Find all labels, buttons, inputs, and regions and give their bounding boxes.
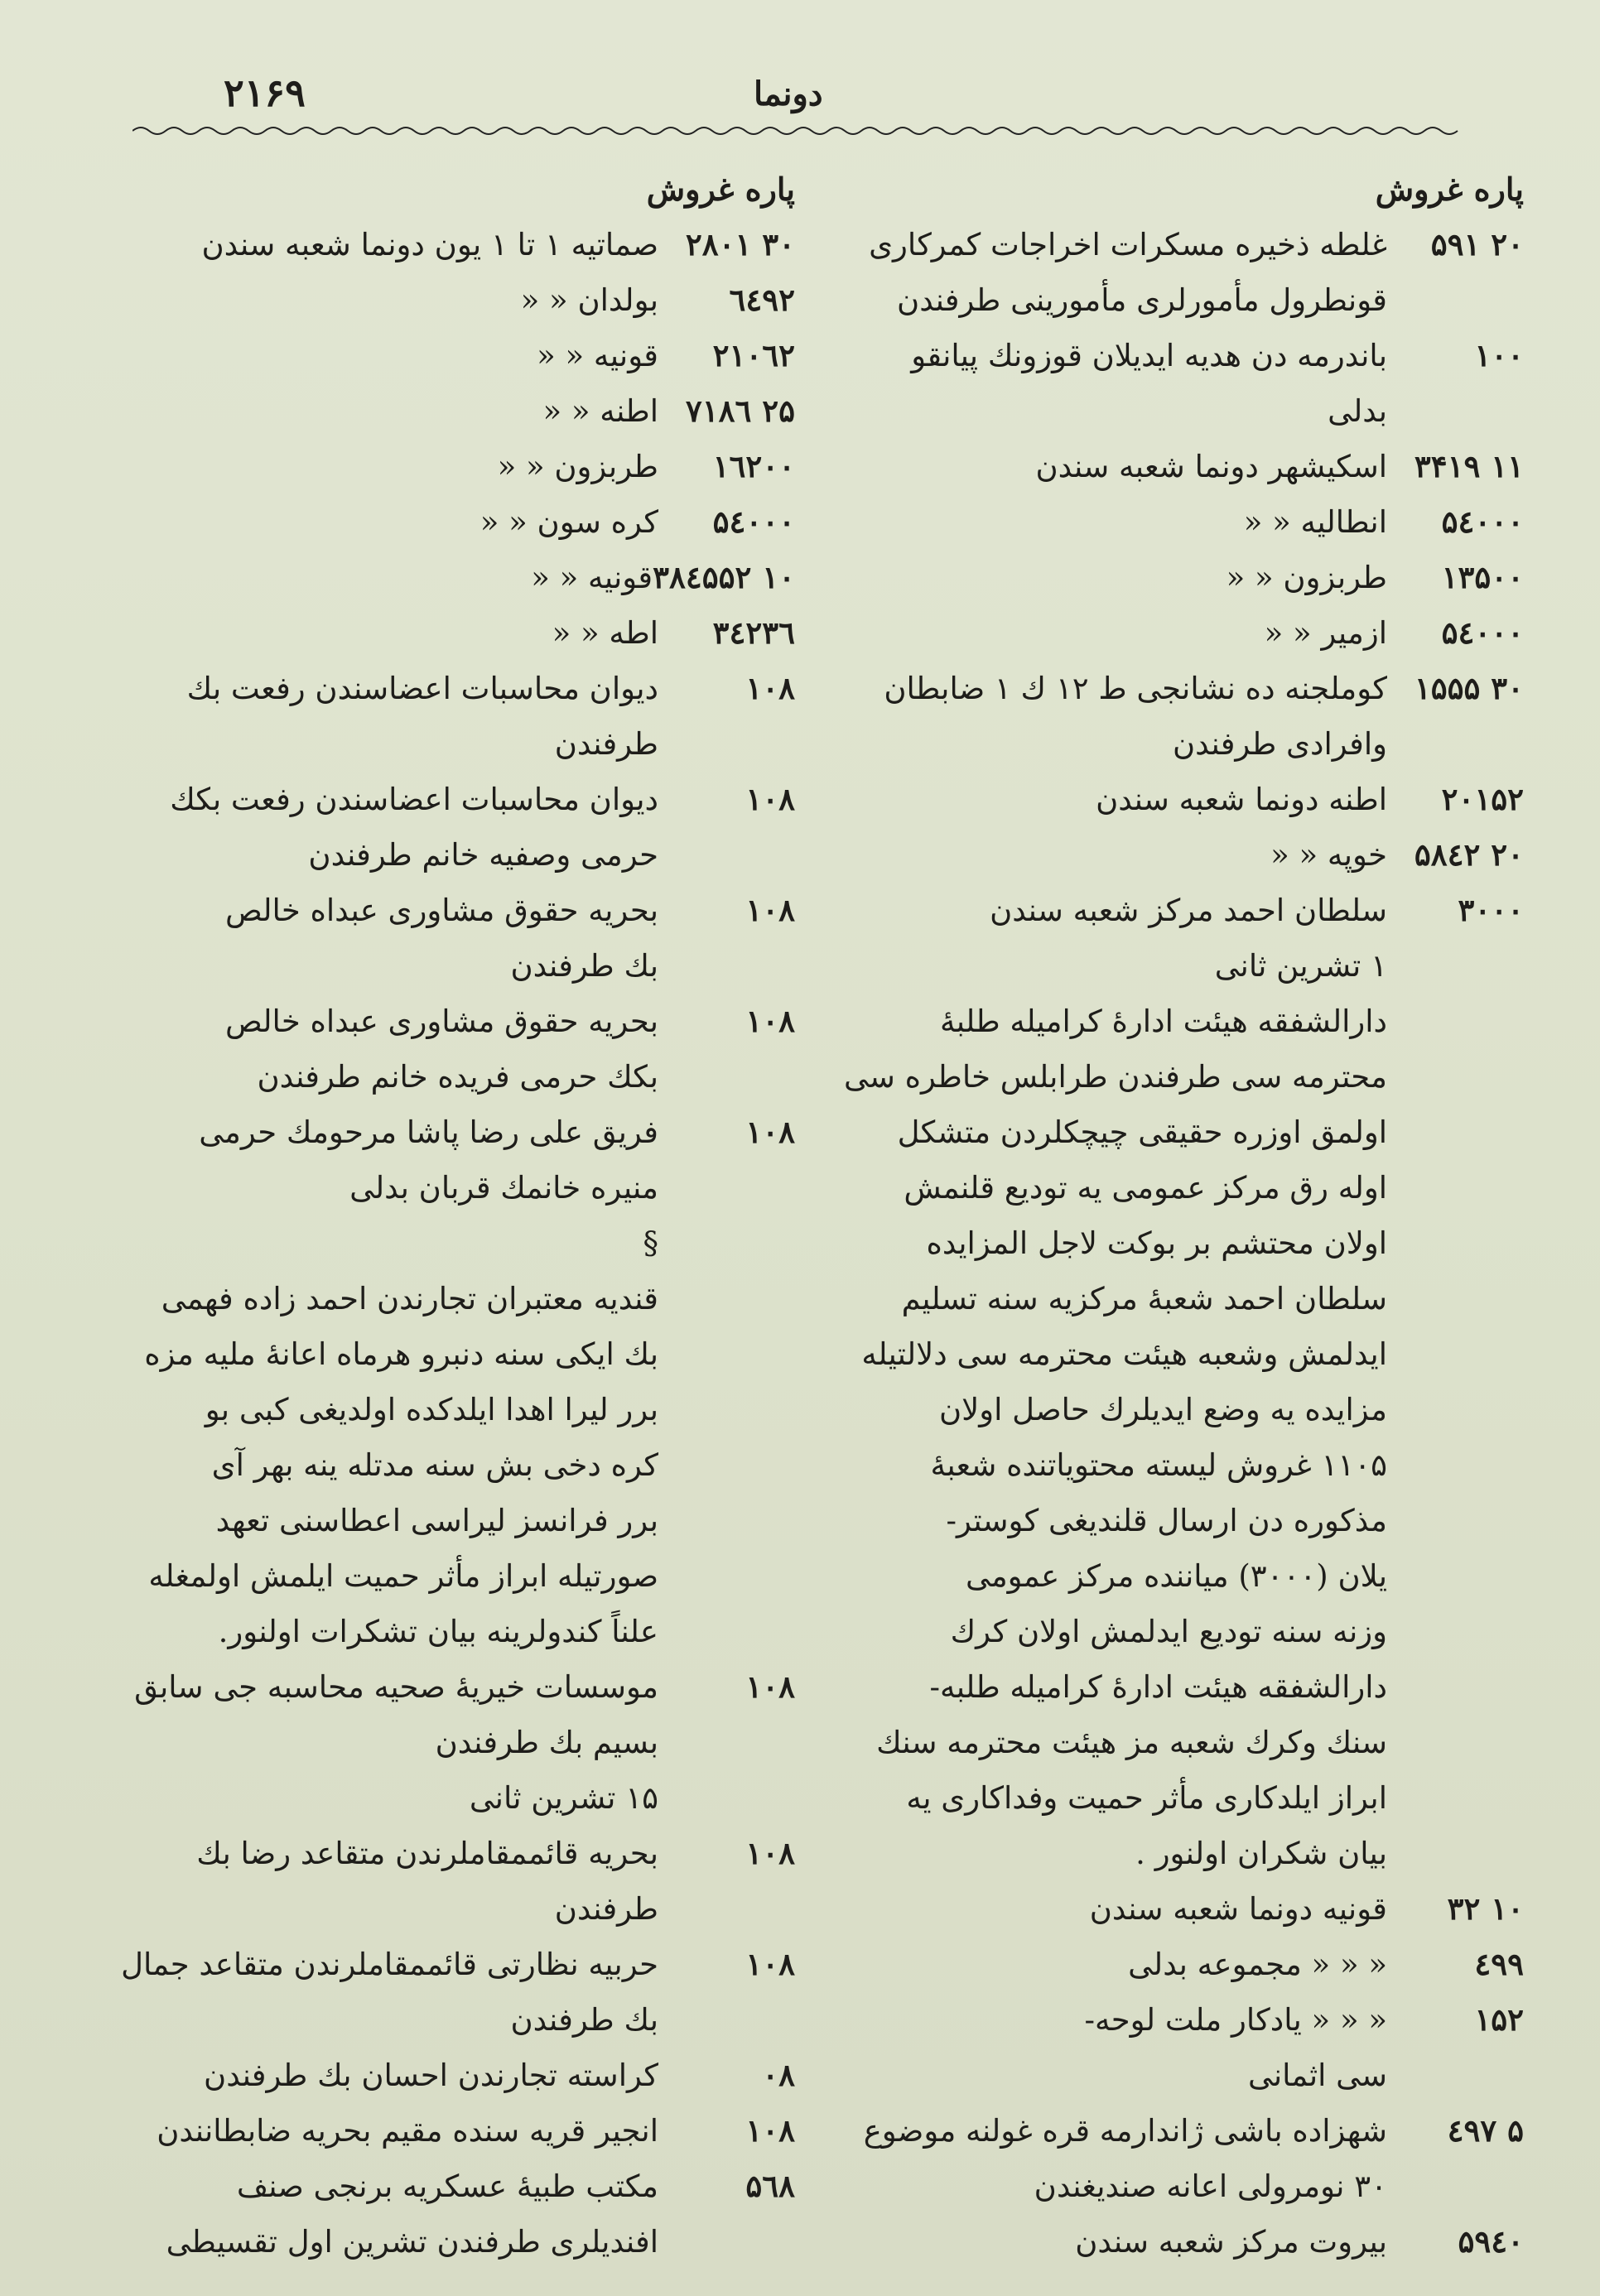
entry-text: « « « یادکار ملت لوحه- <box>1084 2002 1387 2038</box>
amount: ۱۰۸ <box>745 670 795 706</box>
entry-line <box>133 1770 795 1826</box>
entry-line <box>845 1049 1524 1105</box>
entry-text: غلطه ذخیره مسکرات اخراجات کمرکاری <box>869 227 1387 262</box>
entry-text: قونطرول مأمورلری مأمورینی طرفندن <box>897 282 1387 318</box>
entry-line <box>133 1049 795 1105</box>
entry-line <box>845 883 1524 938</box>
left-column-lines <box>121 217 795 2270</box>
entry-text: یلان (۳۰۰۰) میاننده مرکز عمومی <box>966 1558 1387 1594</box>
amount: ۵٤۰۰۰ <box>1441 503 1524 540</box>
entry-line <box>845 827 1524 883</box>
entry-line <box>845 383 1524 439</box>
entry-text: حرمی وصفیه خانم طرفندن <box>308 837 658 873</box>
entry-text: باندرمه دن هدیه ایدیلان قوزونك پیانقو <box>911 338 1387 373</box>
entry-text: بولدان « « <box>520 282 658 318</box>
entry-line <box>133 1437 795 1493</box>
entry-text: ۳۰ نومرولی اعانه صندیغندن <box>1034 2168 1387 2204</box>
amount: ۱۰۸ <box>745 781 795 817</box>
entry-line <box>133 1881 795 1937</box>
entry-text: دارالشفقه هیئت ادارهٔ کرامیله طلبه- <box>929 1669 1387 1705</box>
entry-line <box>845 494 1524 550</box>
entry-line <box>845 439 1524 494</box>
entry-line <box>133 494 795 550</box>
entry-line <box>133 1548 795 1604</box>
amount: ۳٤۲۳٦ <box>712 614 795 651</box>
amount: ۱۰۸ <box>745 1668 795 1705</box>
entry-text: کره سون « « <box>480 504 658 540</box>
right-column-lines <box>845 217 1524 2270</box>
entry-text: طربزون « « <box>497 449 658 484</box>
entry-line <box>133 1826 795 1881</box>
entry-text: کوملجنه ده نشانجی ط ۱۲ ك ۱ ضابطان <box>884 671 1387 706</box>
entry-line <box>133 272 795 328</box>
entry-line <box>845 1437 1524 1493</box>
entry-text: قندیه معتبران تجارندن احمد زاده فهمی <box>161 1281 658 1316</box>
entry-line <box>845 1659 1524 1715</box>
entry-line <box>133 439 795 494</box>
entry-line <box>133 716 795 772</box>
entry-text: ازمیر « « <box>1264 615 1387 651</box>
entry-line <box>845 1715 1524 1770</box>
amount: ۱۰۸ <box>745 2112 795 2149</box>
amount: ۲۵ ۷۱۸٦ <box>685 392 795 429</box>
entry-line <box>845 1215 1524 1271</box>
entry-text: انطالیه « « <box>1243 504 1387 540</box>
entry-line <box>845 1826 1524 1881</box>
entry-text: افندیلری طرفندن تشرین اول تقسیطی <box>166 2224 658 2260</box>
entry-text: کره دخی بش سنه مدتله ینه بهر آی <box>211 1447 658 1483</box>
entry-text: سلطان احمد شعبهٔ مرکزیه سنه تسلیم <box>901 1281 1387 1316</box>
amount: ٤۹۹ <box>1474 1946 1524 1982</box>
entry-line <box>133 2048 795 2103</box>
entry-text: وزنه سنه تودیع ایدلمش اولان کرك <box>950 1614 1387 1649</box>
amount: ۲۱۰٦۲ <box>712 337 795 373</box>
entry-text: اطنه دونما شعبه سندن <box>1096 782 1387 817</box>
entry-line <box>845 1105 1524 1160</box>
amount: ٦٤۹۲ <box>729 282 795 318</box>
entry-text: شهزاده باشی ژاندارمه قره غولنه موضوع <box>863 2113 1387 2149</box>
entry-line <box>845 1881 1524 1937</box>
entry-line <box>133 1160 795 1215</box>
amount: ۱۰ ۳۸٤۵۵۲ <box>653 559 795 595</box>
entry-line <box>845 1493 1524 1548</box>
entry-text: بحریه قائممقاملرندن متقاعد رضا بك <box>196 1836 658 1871</box>
entry-text: مزایده یه وضع ایدیلرك حاصل اولان <box>939 1392 1387 1427</box>
entry-line <box>133 1382 795 1437</box>
entry-text: موسسات خیریهٔ صحیه محاسبه جی سابق <box>134 1669 658 1705</box>
entry-text: برر لیرا اهدا ایلدکده اولدیغی کبی بو <box>205 1392 658 1427</box>
entry-text: بیان شکران اولنور . <box>1135 1836 1387 1871</box>
amount: ۱۰۸ <box>745 1946 795 1982</box>
entry-line <box>845 938 1524 994</box>
amount: ۱۰ ۳۲ <box>1447 1890 1524 1927</box>
entry-line <box>133 938 795 994</box>
entry-text: کراسته تجارندن احسان بك طرفندن <box>204 2058 658 2093</box>
entry-line <box>133 1604 795 1659</box>
amount: ۱۰۸ <box>745 1114 795 1150</box>
entry-text: بیروت مرکز شعبه سندن <box>1075 2224 1387 2260</box>
entry-line <box>845 2214 1524 2270</box>
entry-line <box>133 328 795 383</box>
entry-text: ایدلمش وشعبه هیئت محترمه سی دلالتیله <box>861 1336 1387 1372</box>
entry-text: دارالشفقه هیئت ادارهٔ کرامیله طلبهٔ <box>939 1004 1387 1039</box>
entry-text: قونیه « « <box>531 560 653 595</box>
entry-line <box>133 661 795 716</box>
entry-line <box>133 1105 795 1160</box>
entry-text: فریق علی رضا پاشا مرحومك حرمی <box>199 1114 658 1150</box>
amount: ۱۱ ۳۴۱۹ <box>1414 448 1524 484</box>
entry-line <box>845 1992 1524 2048</box>
entry-line <box>133 1659 795 1715</box>
entry-text: خوپه « « <box>1270 837 1387 873</box>
entry-text: اولمق اوزره حقیقی چیچکلردن متشکل <box>897 1114 1387 1150</box>
entry-line <box>845 2103 1524 2159</box>
amount: ۳۰ ۲۸۰۱ <box>685 226 795 262</box>
entry-text: بك طرفندن <box>510 2002 658 2038</box>
entry-line <box>133 994 795 1049</box>
entry-text: بحریه حقوق مشاوری عبداه خالص <box>224 1004 658 1039</box>
amount: ۱٦۲۰۰ <box>712 448 795 484</box>
entry-text: بسیم بك طرفندن <box>435 1725 658 1760</box>
amount: ۵۹٤۰ <box>1458 2223 1524 2260</box>
entry-line <box>845 217 1524 272</box>
entry-text: بدلی <box>1328 393 1387 429</box>
entry-text: ۱۵ تشرین ثانی <box>469 1780 658 1816</box>
amount: ۱۰۰ <box>1474 337 1524 373</box>
entry-line <box>845 272 1524 328</box>
amount: ۲۰ ۵۸٤۲ <box>1414 836 1524 873</box>
entry-line <box>133 1271 795 1326</box>
amount: ۲۰۱۵۲ <box>1441 781 1524 817</box>
entry-text: اطنه « « <box>542 393 658 429</box>
entry-text: سی اثمانی <box>1248 2058 1387 2093</box>
entry-line <box>133 772 795 827</box>
entry-text: مکتب طبیهٔ عسکریه برنجی صنف <box>236 2168 658 2204</box>
entry-line <box>845 2048 1524 2103</box>
entry-text: طرفندن <box>554 1891 658 1927</box>
entry-text: صورتیله ابراز مأثر حمیت ایلمش اولمغله <box>148 1558 658 1594</box>
entry-line <box>845 2159 1524 2214</box>
entry-text: اسکیشهر دونما شعبه سندن <box>1035 449 1387 484</box>
entry-line <box>845 661 1524 716</box>
page-title: دونما <box>754 75 823 113</box>
entry-line <box>133 1493 795 1548</box>
entry-text: دیوان محاسبات اعضاسندن رفعت بك <box>186 671 658 706</box>
entry-text: حربیه نظارتی قائممقاملرندن متقاعد جمال <box>121 1947 658 1982</box>
left-column <box>121 161 795 2270</box>
page-number: ۲۱۶۹ <box>224 70 306 115</box>
amount: ۳۰۰۰ <box>1458 892 1524 928</box>
entry-line <box>133 2103 795 2159</box>
entry-text: منیره خانمك قربان بدلی <box>349 1170 658 1206</box>
entry-text: صماتیه ۱ تا ۱ یون دونما شعبه سندن <box>201 227 658 262</box>
entry-line <box>845 1770 1524 1826</box>
entry-text: اطه « « <box>552 615 658 651</box>
entry-line <box>845 1604 1524 1659</box>
entry-line <box>845 605 1524 661</box>
entry-line <box>133 217 795 272</box>
entry-line <box>133 1715 795 1770</box>
entry-line <box>133 550 795 605</box>
entry-line <box>845 328 1524 383</box>
entry-line <box>845 1160 1524 1215</box>
entry-text: بکك حرمی فریده خانم طرفندن <box>257 1059 658 1095</box>
entry-text: دیوان محاسبات اعضاسندن رفعت بکك <box>170 782 658 817</box>
entry-text: طربزون « « <box>1226 560 1387 595</box>
entry-text: § <box>643 1225 658 1261</box>
right-column <box>845 161 1524 2270</box>
amount: ۰۸ <box>762 2057 795 2093</box>
entry-line <box>133 2214 795 2270</box>
amount: ۱۰۸ <box>745 1835 795 1871</box>
entry-line <box>133 1992 795 2048</box>
entry-text: بك ایکی سنه دنبرو هرماه اعانهٔ ملیه مزه <box>144 1336 658 1372</box>
entry-text: بك طرفندن <box>510 948 658 984</box>
entry-line <box>133 2159 795 2214</box>
entry-text: مذکوره دن ارسال قلندیغی کوستر- <box>946 1503 1387 1538</box>
column-header: پاره غروش <box>1375 171 1524 208</box>
header-rule <box>133 123 1466 139</box>
entry-text: برر فرانسز لیراسی اعطاسنی تعهد <box>215 1503 658 1538</box>
entry-text: انجیر قریه سنده مقیم بحریه ضابطانندن <box>157 2113 658 2149</box>
entry-line <box>133 1215 795 1271</box>
entry-text: محترمه سی طرفندن طرابلس خاطره سی <box>844 1059 1387 1095</box>
entry-text: علناً کندولرینه بیان تشکرات اولنور. <box>218 1614 658 1649</box>
entry-line <box>845 550 1524 605</box>
entry-text: ۱ تشرین ثانی <box>1214 948 1387 984</box>
entry-line <box>845 1548 1524 1604</box>
amount: ۱۳۵۰۰ <box>1441 559 1524 595</box>
entry-line <box>845 1937 1524 1992</box>
amount: ۱۰۸ <box>745 892 795 928</box>
entry-line <box>845 772 1524 827</box>
amount: ۱۵۲ <box>1474 2001 1524 2038</box>
entry-line <box>121 1937 795 1992</box>
entry-line <box>133 605 795 661</box>
entry-line <box>845 994 1524 1049</box>
entry-line <box>133 883 795 938</box>
entry-line <box>845 716 1524 772</box>
column-header: پاره غروش <box>646 171 795 208</box>
entry-line <box>845 1382 1524 1437</box>
entry-line <box>133 1326 795 1382</box>
entry-line <box>133 827 795 883</box>
amount: ۵ ٤۹۷ <box>1447 2112 1524 2149</box>
entry-text: قونیه « « <box>537 338 658 373</box>
entry-text: سلطان احمد مرکز شعبه سندن <box>990 893 1387 928</box>
entry-text: سنك وکرك شعبه مز هیئت محترمه سنك <box>876 1725 1387 1760</box>
entry-text: طرفندن <box>554 726 658 762</box>
amount: ۳۰ ۱۵۵۵ <box>1414 670 1524 706</box>
amount: ۵٦۸ <box>745 2168 795 2204</box>
entry-text: اولان محتشم بر بوکت لاجل المزایده <box>926 1225 1387 1261</box>
entry-text: وافرادی طرفندن <box>1172 726 1387 762</box>
entry-line <box>133 383 795 439</box>
entry-text: « « « مجموعه بدلی <box>1128 1947 1387 1982</box>
entry-text: قونیه دونما شعبه سندن <box>1089 1891 1387 1927</box>
entry-text: ابراز ایلدکاری مأثر حمیت وفداکاری یه <box>906 1780 1387 1816</box>
amount: ۵٤۰۰۰ <box>712 503 795 540</box>
amount: ۲۰ ۵۹۱ <box>1430 226 1524 262</box>
entry-text: ۱۱۰۵ غروش لیسته محتویاتنده شعبهٔ <box>930 1447 1387 1483</box>
entry-line <box>845 1271 1524 1326</box>
entry-text: اوله رق مرکز عمومی یه تودیع قلنمش <box>904 1170 1387 1206</box>
amount: ۵٤۰۰۰ <box>1441 614 1524 651</box>
amount: ۱۰۸ <box>745 1003 795 1039</box>
entry-line <box>845 1326 1524 1382</box>
entry-text: بحریه حقوق مشاوری عبداه خالص <box>224 893 658 928</box>
